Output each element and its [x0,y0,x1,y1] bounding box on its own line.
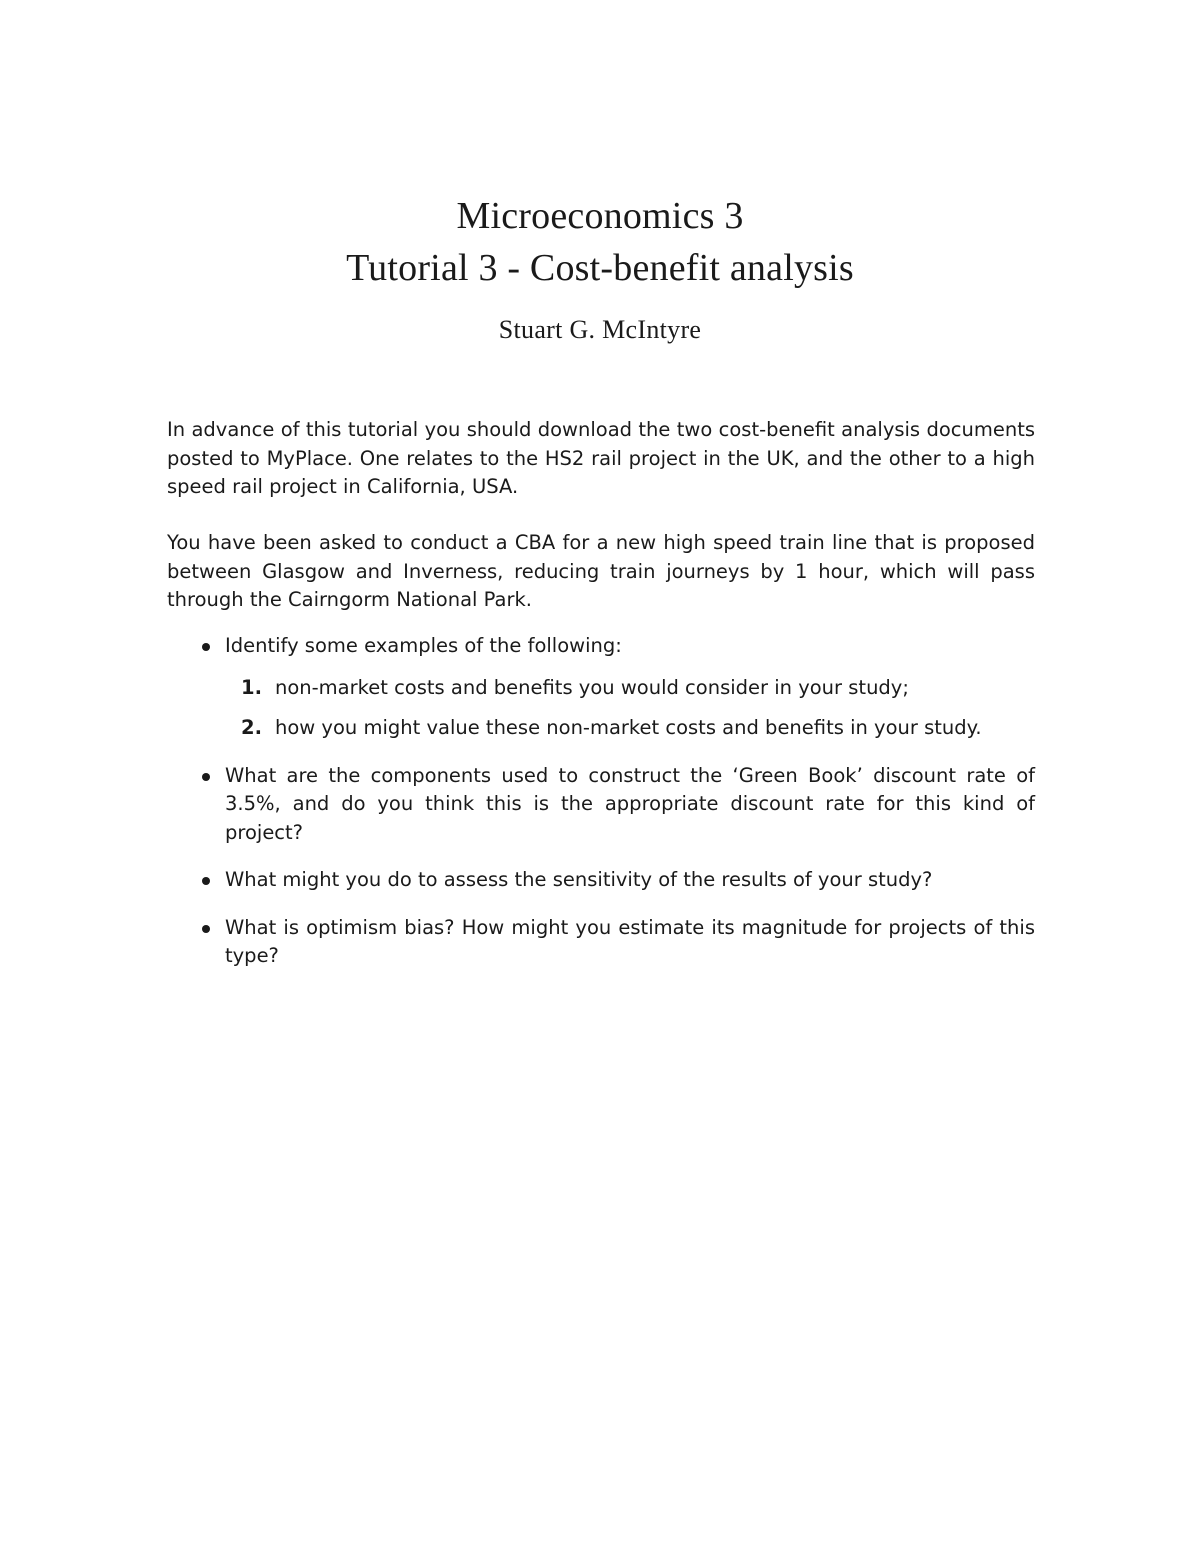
sub-question-number: 2. [241,716,262,739]
title-block [0,190,1200,346]
tutorial-title: Tutorial 3 - Cost-benefit analysis [346,247,854,289]
question-item [167,866,1035,895]
question-text: What are the components used to construct the ‘Green Book’ discount rate of 3.5%, and do you think this is the appropriate discount rate for this kind of project? [225,763,1035,844]
intro-paragraph: In advance of this tutorial you should download the two cost-benefit analysis documents posted to MyPlace. One relates to the HS2 rail project in the UK, and the other to a high speed rail project in California, USA. [167,418,1035,498]
sub-question-item [225,674,1035,703]
question-text: Identify some examples of the following: [225,634,622,657]
sub-question-number: 1. [241,675,262,699]
question-text: What is optimism bias? How might you estimate its magnitude for projects of this type? [225,915,1035,967]
sub-question-item [225,714,1035,743]
sub-question-list [225,674,1035,743]
bullet-icon [202,925,210,933]
bullet-icon [202,773,210,781]
question-item [167,632,1035,743]
sub-question-text: non-market costs and benefits you would consider in your study; [275,675,909,699]
sub-question-text: how you might value these non-market costs and benefits in your study. [275,716,982,739]
question-list [167,632,1035,990]
bullet-icon [202,643,210,651]
author-name: Stuart G. McIntyre [498,315,702,344]
question-item [167,762,1035,848]
course-title: Microeconomics 3 [456,195,744,237]
task-paragraph: You have been asked to conduct a CBA for a new high speed train line that is proposed between Glasgow and Inverness, reducing train journeys by 1 hour, which will pass through the Cairngorm National Park. [167,531,1035,611]
question-item [167,914,1035,971]
question-text: What might you do to assess the sensitivity of the results of your study? [225,868,933,891]
bullet-icon [202,877,210,885]
